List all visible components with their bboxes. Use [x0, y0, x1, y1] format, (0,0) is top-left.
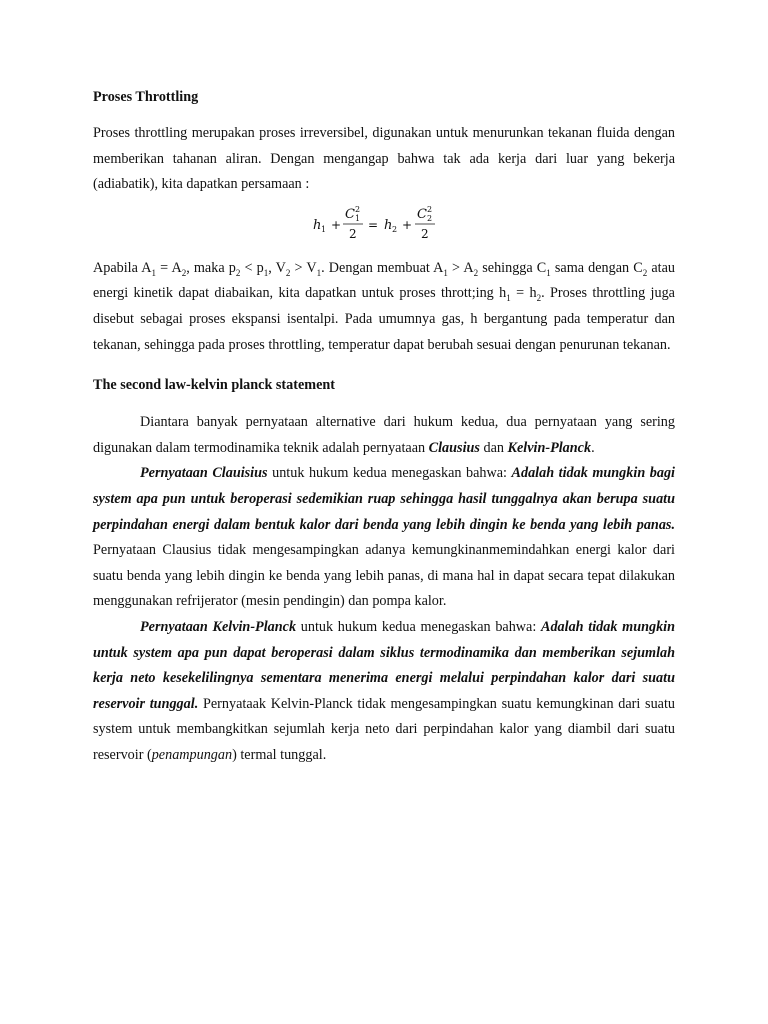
eq-denominator-2: 2: [421, 226, 429, 241]
equation-throttling: [93, 202, 675, 248]
clausius-lead: Pernyataan Clauisius: [140, 465, 268, 482]
eq-c1-sub: 1: [355, 213, 361, 223]
term-clausius: Clausius: [428, 439, 480, 456]
eq-h2-sub: 2: [392, 224, 398, 234]
eq-c1-sup: 2: [355, 204, 361, 214]
paragraph-kelvin-planck-statement: Pernyataan Kelvin-Planck untuk hukum kedua menegaskan bahwa: Adalah tidak mungkin untuk system apa pun dapat beroperasi dalam siklus termodinamika dan memberikan sejumlah kerja neto kesekelilingnya sementara menerima energi melalui perpindahan kalor dari suatu reservoir tunggal. Pernyataak Kelvin-Planck tidak mengesampingkan suatu kemungkinan dari suatu system untuk membangkitkan sejumlah kerja neto dari perpindahan kalor yang diambil dari suatu reservoir (penampungan) termal tunggal.: [93, 618, 676, 763]
kelvin-planck-statement-text: Adalah tidak mungkin untuk system apa pun dapat beroperasi dalam siklus termodinamika dan memberikan sejumlah kerja neto kesekelilingnya sementara menerima energi melalui perpindahan kalor dari suatu reservoir tunggal.: [93, 618, 675, 712]
eq-plus-2: +: [402, 217, 413, 232]
paragraph-clausius-statement: Pernyataan Clauisius untuk hukum kedua menegaskan bahwa: Adalah tidak mungkin bagi system apa pun untuk beroperasi sedemikian ruap sehingga hasil tunggalnya akan berupa suatu perpindahan energi dalam bentuk kalor dari benda yang lebih dingin ke benda yang lebih panas. Pernyataan Clausius tidak mengesampingkan adanya kemungkinanmemindahkan energi kalor dari suatu benda yang lebih dingin ke benda yang lebih panas, di mana hal in dapat secara tepat dilakukan menggunakan refrijerator (mesin pendingin) dan pompa kalor.: [93, 465, 675, 610]
paragraph-second-law-intro: Diantara banyak pernyataan alternative dari hukum kedua, dua pernyataan yang sering digunakan dalam termodinamika teknik adalah pernyataan Clausius dan Kelvin-Planck.: [93, 414, 675, 456]
paragraph-throttling-intro: Proses throttling merupakan proses irreversibel, digunakan untuk menurunkan tekanan fluida dengan memberikan tahanan aliran. Dengan mengangap bahwa tak ada kerja dari luar yang bekerja (adiabatik), kita dapatkan persamaan :: [93, 125, 675, 193]
eq-plus-1: +: [331, 217, 342, 232]
equation-graphic: [313, 202, 453, 248]
term-kelvin-planck: Kelvin-Planck: [507, 439, 592, 456]
eq-c2-sub: 2: [427, 213, 433, 223]
eq-equals: =: [368, 217, 379, 232]
eq-h1-sub: 1: [321, 224, 327, 234]
eq-c2: C: [417, 206, 427, 222]
eq-h2: h: [384, 217, 393, 233]
eq-denominator-1: 2: [349, 226, 357, 241]
kelvin-planck-lead: Pernyataan Kelvin-Planck: [140, 618, 297, 635]
eq-c1: C: [345, 206, 355, 222]
eq-c2-sup: 2: [427, 204, 433, 214]
clausius-statement-text: Adalah tidak mungkin bagi system apa pun untuk beroperasi sedemikian ruap sehingga hasil tunggalnya akan berupa suatu perpindahan energi dalam bentuk kalor dari benda yang lebih dingin ke benda yang lebih panas.: [93, 465, 675, 533]
term-penampungan: penampungan: [151, 746, 233, 763]
eq-h1: h: [313, 217, 322, 233]
section-heading-throttling: Proses Throttling: [93, 89, 199, 105]
section-heading-second-law: The second law-kelvin planck statement: [93, 377, 335, 394]
document-page: [93, 84, 675, 768]
paragraph-throttling-explanation: Apabila $A_1 = A_2$, maka $p_2 < p_1$, $V_2 > V_1$. Dengan membuat $A_1 > A_2$ sehingga $C_1$ sama dengan $C_2$ atau energi kinetik dapat diabaikan, kita dapatkan untuk proses thrott;ing $h_1 = h_2$. Proses throttling juga disebut sebagai proses ekspansi isentalpi. Pada umumnya gas, h bergantung pada temperatur dan tekanan, sehingga pada proses throttling, temperatur dapat berubah sesuai dengan penurunan tekanan.: [93, 259, 675, 353]
